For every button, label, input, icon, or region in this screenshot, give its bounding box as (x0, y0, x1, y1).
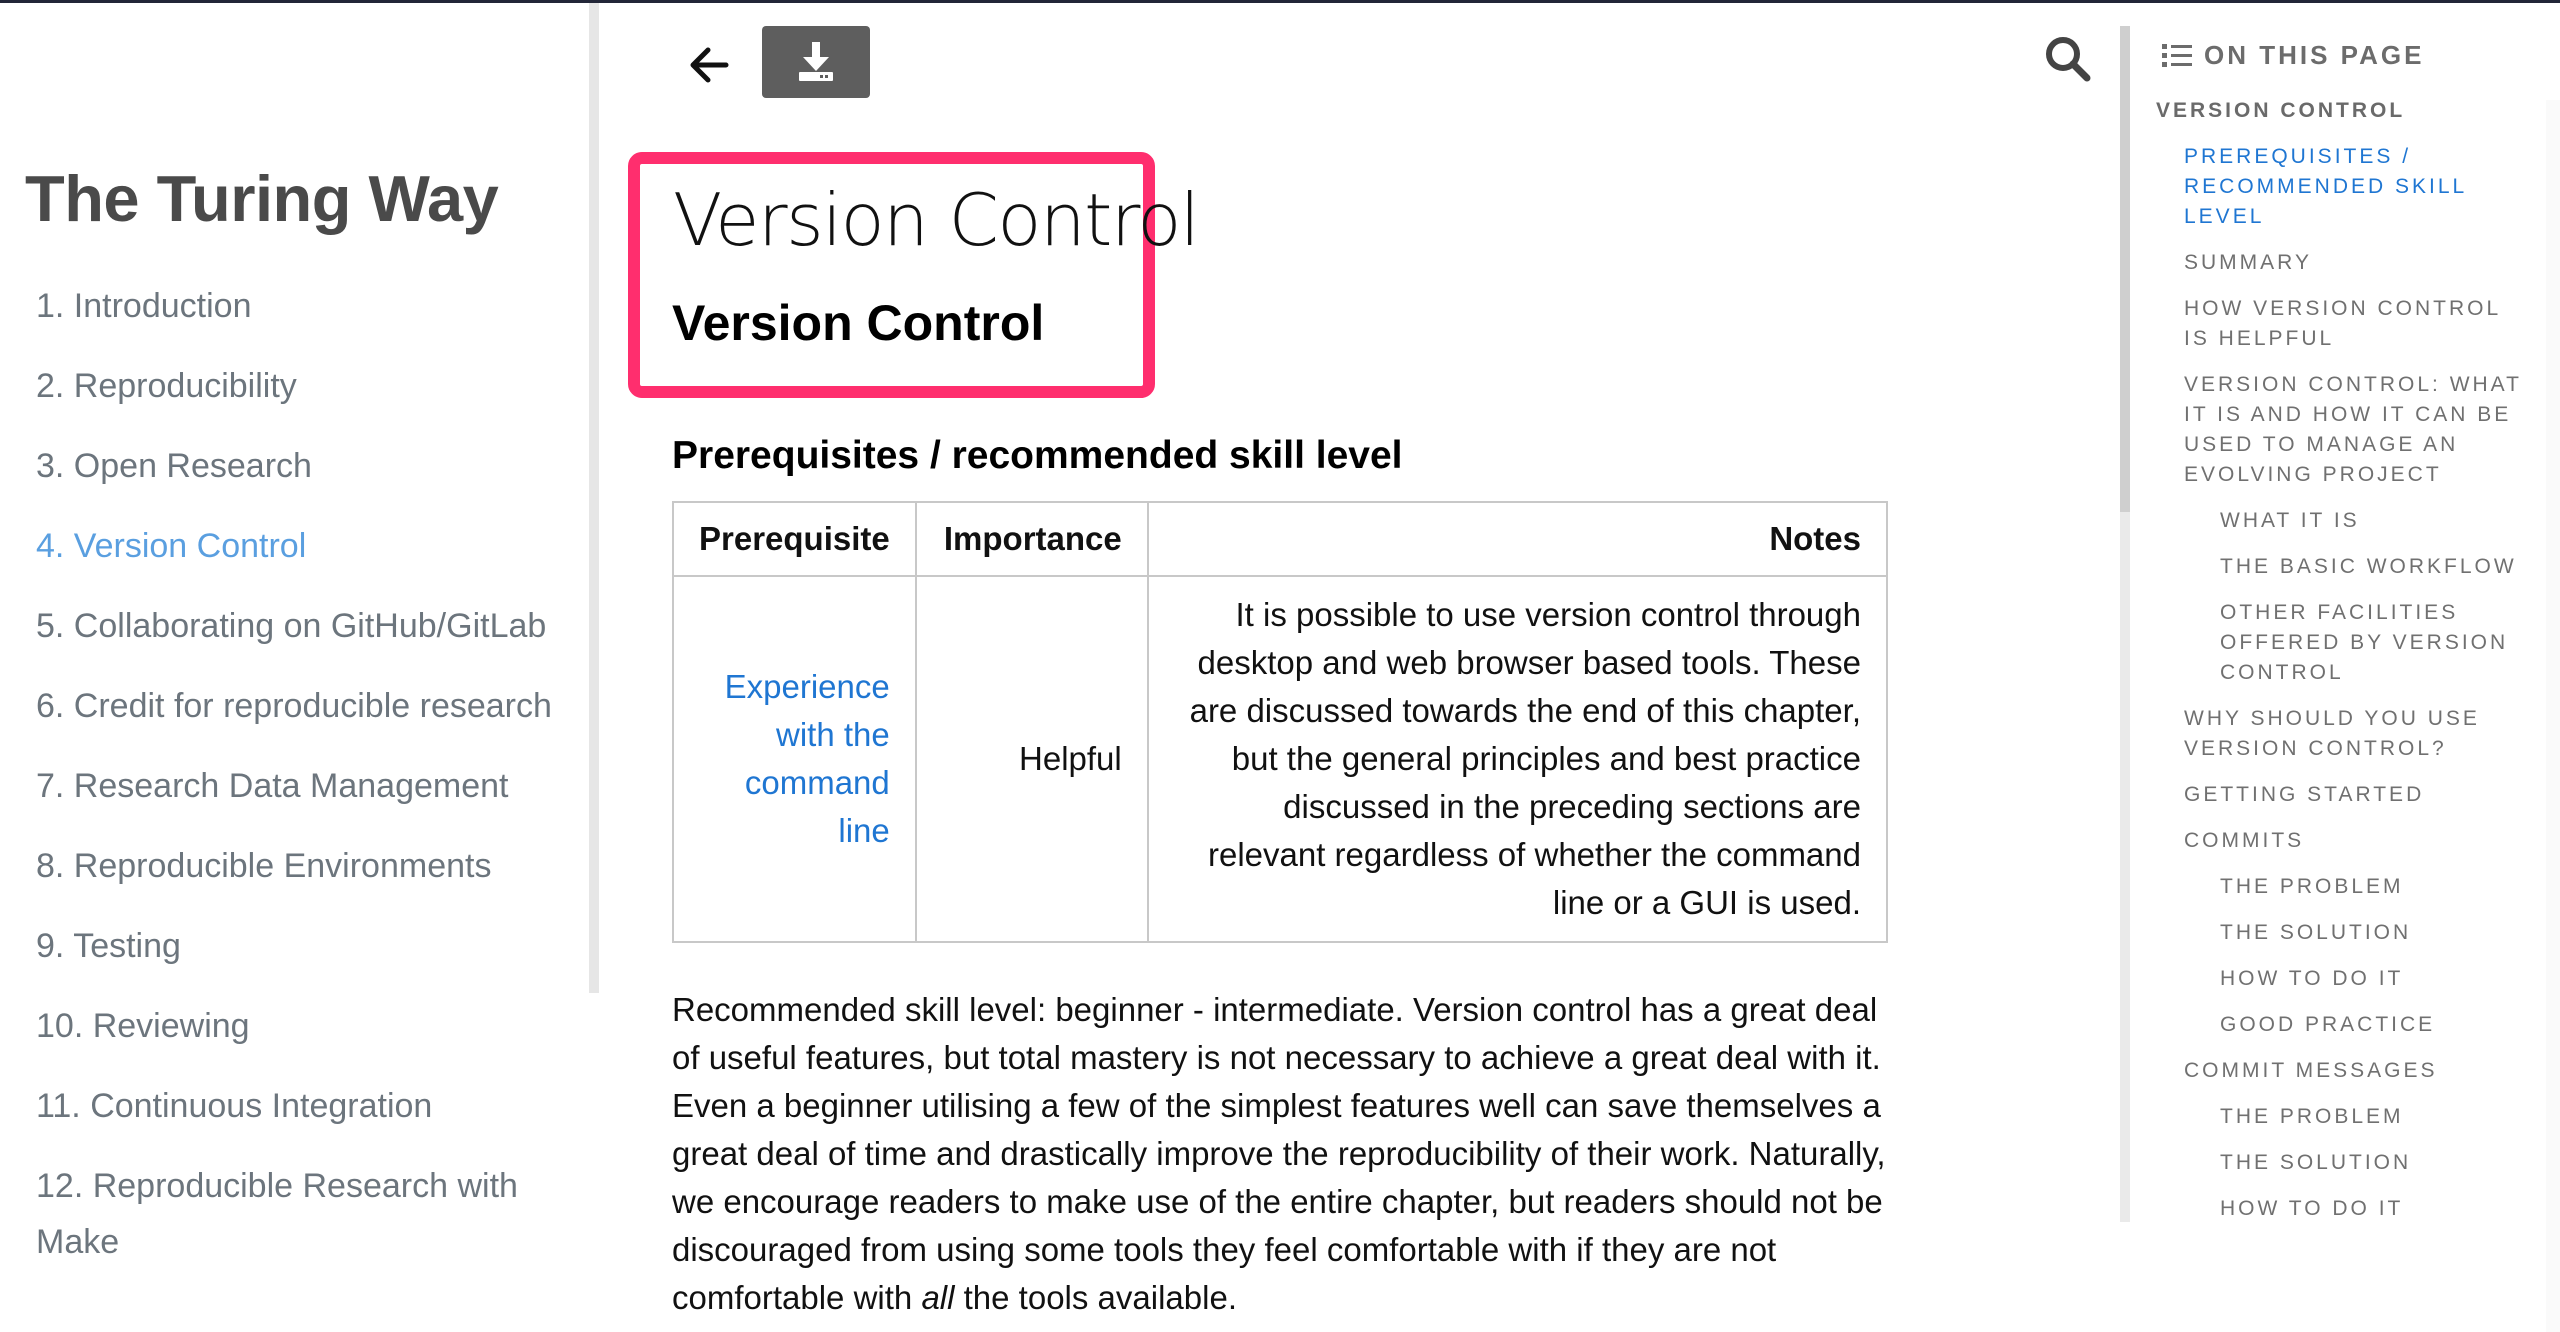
download-button[interactable] (762, 26, 870, 98)
back-button[interactable] (680, 33, 744, 97)
window-right-edge (2546, 100, 2560, 1332)
sidebar-item-credit[interactable]: 6. Credit for reproducible research (36, 687, 552, 725)
table-row (673, 576, 1887, 942)
toc-item[interactable]: COMMIT MESSAGES (2184, 1059, 2438, 1082)
toc-item[interactable]: THE SOLUTION (2220, 1151, 2412, 1174)
sidebar (0, 3, 590, 1332)
toc-item[interactable]: WHAT IT IS (2220, 509, 2360, 532)
sidebar-item-research-data-management[interactable]: 7. Research Data Management (36, 767, 509, 805)
skill-level-paragraph (672, 986, 1912, 1322)
toc-item[interactable]: THE PROBLEM (2220, 1105, 2404, 1128)
toc-item[interactable]: THE SOLUTION (2220, 921, 2412, 944)
sidebar-item-open-research[interactable]: 3. Open Research (36, 447, 312, 485)
column-header-importance: Importance (916, 502, 1148, 576)
toc-item[interactable]: THE PROBLEM (2220, 875, 2404, 898)
cell-prerequisite (673, 576, 916, 942)
toc-item[interactable]: GETTING STARTED (2184, 783, 2425, 806)
paragraph-emphasis: all (921, 1279, 955, 1316)
sidebar-item-reproducible-environments[interactable]: 8. Reproducible Environments (36, 847, 492, 885)
paragraph-text: Recommended skill level: beginner - intermediate. Version control has a great deal of useful features, but total mastery is not necessary to achieve a great deal with it. Even a beginner utilising a few of the simplest features well can save themselves a great deal of time and drastically improve the reproducibility of their work. Naturally, we encourage readers to make use of the entire chapter, but readers should not be discouraged from using some tools they feel comfortable with if they are not comfortable with (672, 991, 1886, 1316)
sidebar-item-collaborating[interactable]: 5. Collaborating on GitHub/GitLab (36, 607, 547, 645)
toc-list (2156, 96, 2526, 1240)
site-title[interactable]: The Turing Way (25, 162, 499, 235)
content-scrollbar-thumb[interactable] (2120, 26, 2130, 512)
sidebar-item-continuous-integration[interactable]: 11. Continuous Integration (36, 1087, 433, 1125)
toc-item[interactable]: WHY SHOULD YOU USE VERSION CONTROL? (2184, 707, 2480, 760)
column-header-notes: Notes (1148, 502, 1887, 576)
book-title: Version Control (673, 178, 1199, 262)
sidebar-item-make[interactable]: 12. Reproducible Research with Make (36, 1167, 518, 1261)
arrow-left-icon (680, 33, 744, 97)
cell-notes: It is possible to use version control through desktop and web browser based tools. These are discussed towards the end of this chapter, but the general principles and best practice discussed in the preceding sections are relevant regardless of whether the command line or a GUI is used. (1148, 576, 1887, 942)
search-button[interactable] (2043, 34, 2093, 84)
toc-item[interactable]: SUMMARY (2184, 251, 2312, 274)
toc-item[interactable]: PREREQUISITES / RECOMMENDED SKILL LEVEL (2184, 145, 2467, 228)
section-heading-prerequisites: Prerequisites / recommended skill level (672, 434, 1403, 477)
toc-item[interactable]: VERSION CONTROL (2156, 99, 2406, 122)
command-line-link[interactable]: Experience with the command line (724, 668, 890, 849)
paragraph-text-end: the tools available. (954, 1279, 1237, 1316)
toc-item[interactable]: OTHER FACILITIES OFFERED BY VERSION CONTROL (2220, 601, 2509, 684)
toc-heading (2162, 40, 2424, 71)
toc-item[interactable]: GOOD PRACTICE (2220, 1013, 2436, 1036)
download-icon (762, 26, 870, 98)
toc-item[interactable]: HOW TO DO IT (2220, 967, 2404, 990)
sidebar-item-testing[interactable]: 9. Testing (36, 927, 181, 965)
toc-item[interactable]: HOW VERSION CONTROL IS HELPFUL (2184, 297, 2501, 350)
sidebar-item-reproducibility[interactable]: 2. Reproducibility (36, 367, 297, 405)
sidebar-item-version-control[interactable]: 4. Version Control (36, 527, 307, 565)
cell-importance: Helpful (916, 576, 1148, 942)
sidebar-item-introduction[interactable]: 1. Introduction (36, 287, 252, 325)
table-header-row (673, 502, 1887, 576)
search-icon (2043, 34, 2093, 84)
list-icon (2162, 43, 2192, 69)
page-title: Version Control (672, 295, 1045, 351)
column-header-prerequisite: Prerequisite (673, 502, 916, 576)
toc-item[interactable]: COMMITS (2184, 829, 2305, 852)
toc-item[interactable]: THE BASIC WORKFLOW (2220, 555, 2517, 578)
toc-item[interactable]: VERSION CONTROL: WHAT IT IS AND HOW IT CAN BE USED TO MANAGE AN EVOLVING PROJECT (2184, 373, 2522, 486)
toc-item[interactable]: HOW TO DO IT (2220, 1197, 2404, 1220)
sidebar-nav (36, 278, 556, 1294)
prerequisites-table (672, 501, 1888, 943)
sidebar-scrollbar[interactable] (589, 3, 599, 993)
sidebar-item-reviewing[interactable]: 10. Reviewing (36, 1007, 250, 1045)
toc-heading-label: ON THIS PAGE (2204, 40, 2425, 70)
